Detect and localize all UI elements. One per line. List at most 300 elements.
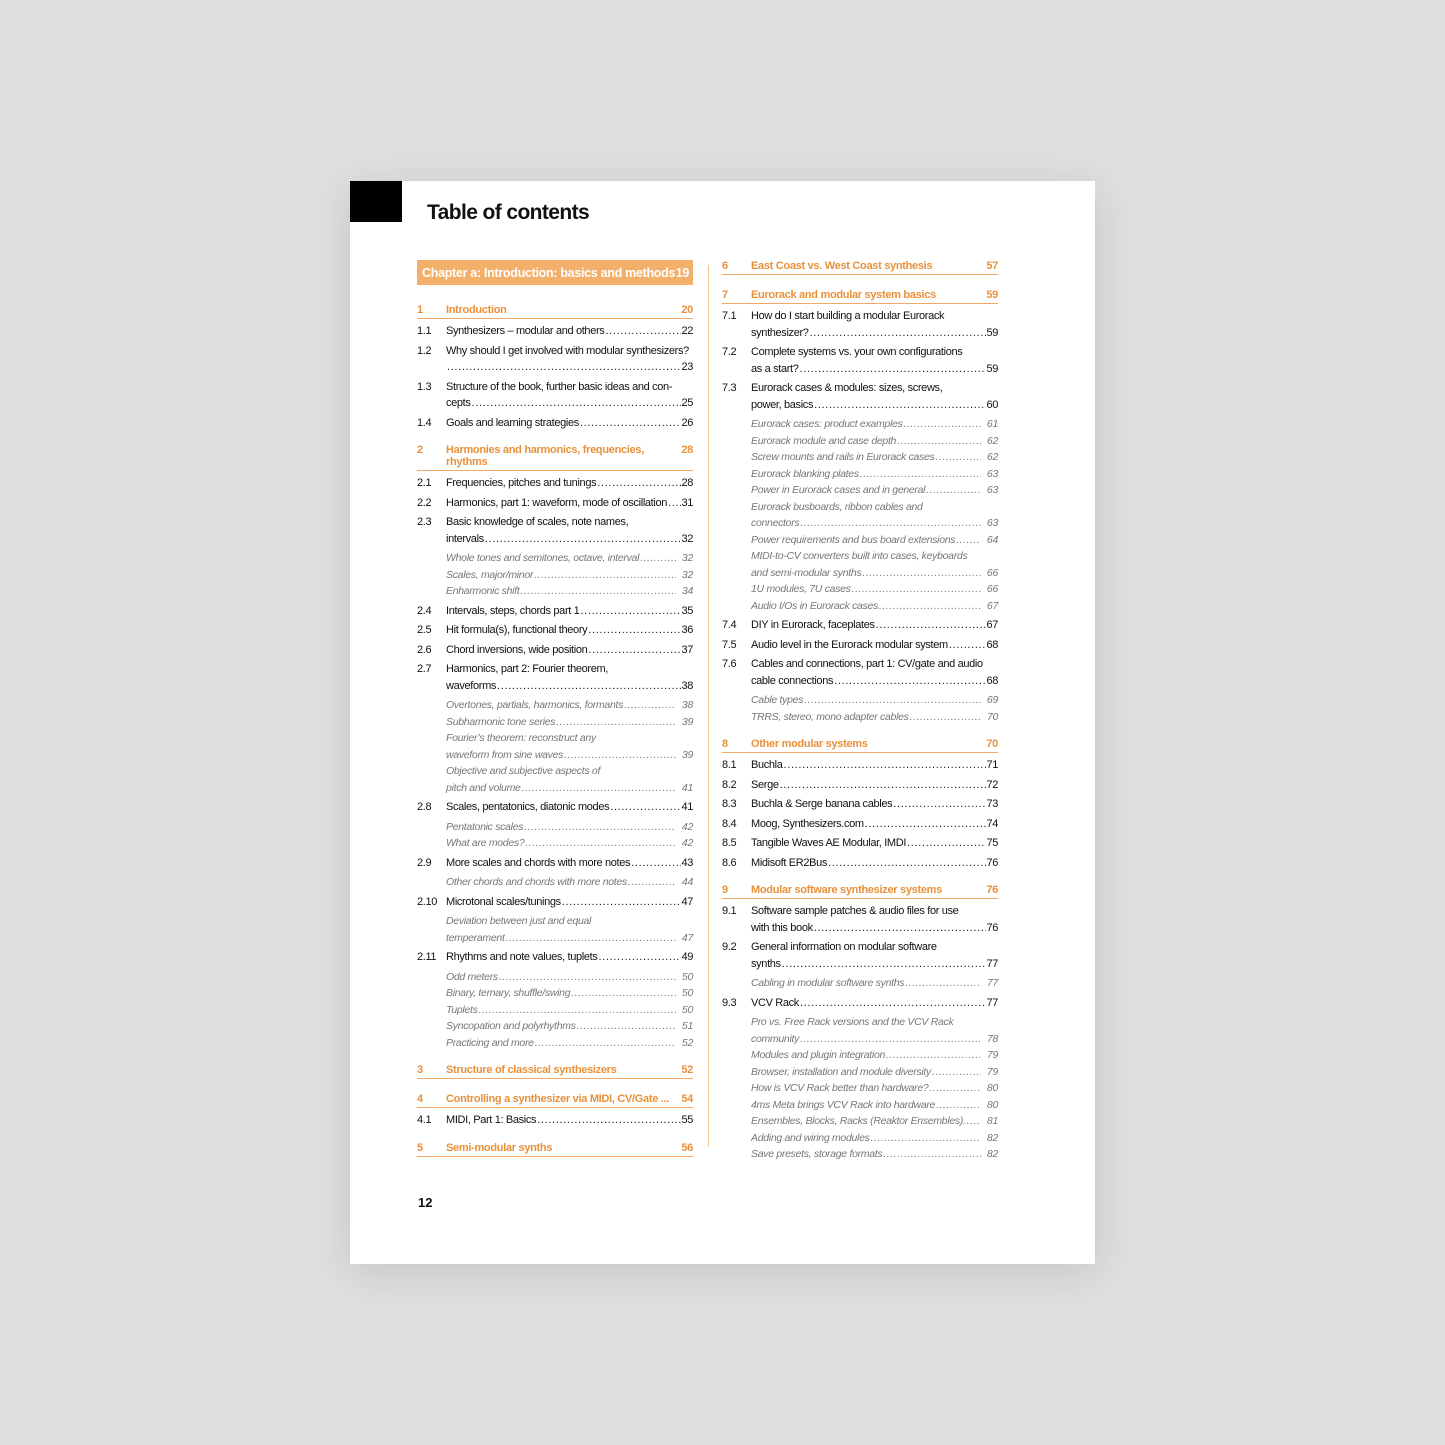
entry-line	[751, 920, 998, 937]
entry-page: 38	[681, 679, 693, 692]
dot-leader	[587, 642, 681, 659]
toc-subentry[interactable]	[722, 433, 998, 450]
toc-entry[interactable]	[722, 380, 998, 413]
toc-entry[interactable]	[722, 656, 998, 689]
entry-text: Chord inversions, wide position	[446, 643, 588, 656]
subentry-line	[751, 466, 998, 483]
book-page	[350, 181, 1095, 1264]
toc-subentry[interactable]	[722, 709, 998, 726]
entry-body	[446, 495, 693, 512]
dot-leader	[861, 565, 981, 582]
toc-subentry[interactable]	[417, 550, 693, 567]
entry-body	[751, 855, 998, 872]
section-number: 2	[417, 444, 423, 456]
toc-subentry[interactable]	[722, 1080, 998, 1097]
dot-leader	[799, 361, 987, 378]
subentry-text: Practicing and more	[446, 1036, 534, 1049]
subentry-page: 41	[681, 781, 693, 794]
section-number: 3	[417, 1064, 423, 1076]
subentry-page: 78	[986, 1032, 998, 1045]
subentry-line	[446, 1002, 693, 1019]
toc-subentry[interactable]	[722, 548, 998, 581]
entry-text: Cables and connections, part 1: CV/gate and audio	[751, 658, 983, 670]
section-spacer	[722, 874, 998, 884]
entry-line	[751, 816, 998, 833]
subentry-page: 66	[986, 583, 998, 595]
dot-leader	[496, 678, 681, 695]
toc-column-right	[722, 260, 998, 1166]
toc-subentry[interactable]	[722, 466, 998, 483]
dot-leader	[935, 449, 981, 466]
entry-page: 41	[681, 801, 693, 813]
dot-leader	[505, 930, 676, 947]
dot-leader	[966, 1113, 981, 1130]
subentry-line	[446, 550, 693, 567]
dot-leader	[948, 637, 987, 654]
section-page: 59	[986, 289, 998, 301]
entry-body	[446, 475, 693, 492]
toc-entry[interactable]	[722, 903, 998, 936]
subentry-line	[446, 874, 693, 891]
section-title: Controlling a synthesizer via MIDI, CV/Gate ...	[446, 1093, 670, 1105]
section-number: 6	[722, 260, 728, 272]
entry-number: 9.2	[722, 941, 737, 953]
dot-leader	[609, 799, 681, 816]
subentry-text: Save presets, storage formats	[751, 1148, 883, 1160]
entry-number: 1.2	[417, 344, 432, 357]
dot-leader	[885, 1047, 981, 1064]
toc-subentry[interactable]	[417, 1002, 693, 1019]
toc-entry[interactable]	[417, 495, 693, 512]
subentry-page: 51	[681, 1020, 693, 1032]
toc-subentry[interactable]	[722, 532, 998, 549]
entry-line	[751, 995, 998, 1012]
entry-line	[446, 323, 693, 340]
entry-body	[751, 380, 998, 413]
toc-subentry[interactable]	[722, 1130, 998, 1147]
entry-page: 32	[681, 532, 693, 545]
entry-text: Moog, Synthesizers.com	[751, 817, 864, 830]
dot-leader	[813, 920, 987, 937]
toc-entry[interactable]	[417, 415, 693, 432]
subentry-line	[446, 930, 693, 947]
section-title: Introduction	[446, 304, 507, 316]
section-spacer	[417, 1083, 693, 1093]
toc-entry[interactable]	[417, 642, 693, 659]
subentry-text: Eurorack module and case depth	[751, 434, 897, 447]
toc-entry[interactable]	[722, 344, 998, 377]
subentry-page: 63	[986, 517, 998, 529]
toc-entry[interactable]	[417, 661, 693, 694]
entry-page: 68	[986, 638, 998, 651]
subentry-page: 50	[681, 987, 693, 999]
entry-body	[446, 415, 693, 432]
section-title: Structure of classical synthesizers	[446, 1064, 617, 1076]
toc-entry[interactable]	[417, 475, 693, 492]
toc-entry[interactable]	[722, 835, 998, 852]
subentry-text: Objective and subjective aspects of	[446, 765, 601, 777]
toc-subentry[interactable]	[722, 449, 998, 466]
entry-line	[446, 894, 693, 911]
subentry-text: Eurorack blanking plates	[751, 467, 859, 480]
entry-body	[446, 642, 693, 659]
subentry-text: How is VCV Rack better than hardware?	[751, 1082, 929, 1094]
entry-text: Audio level in the Eurorack modular system	[751, 638, 948, 651]
toc-subentry[interactable]	[417, 835, 693, 852]
entry-body	[446, 894, 693, 911]
subentry-page: 50	[681, 1003, 693, 1016]
subentry-text: Pentatonic scales	[446, 820, 524, 833]
subentry-line	[751, 1113, 998, 1130]
dot-leader	[524, 835, 676, 852]
dot-leader	[809, 325, 987, 342]
entry-body	[751, 757, 998, 774]
toc-subentry[interactable]	[722, 416, 998, 433]
entry-line	[446, 1112, 693, 1129]
entry-text: Frequencies, pitches and tunings	[446, 477, 597, 489]
subentry-line	[751, 532, 998, 549]
section-number: 7	[722, 289, 728, 301]
entry-text: More scales and chords with more notes	[446, 856, 631, 869]
subentry-text: Overtones, partials, harmonics, formants	[446, 699, 624, 711]
toc-subentry[interactable]	[417, 985, 693, 1002]
toc-subentry[interactable]	[722, 1113, 998, 1130]
page-title: Table of contents	[427, 201, 590, 224]
entry-text: as a start?	[751, 362, 799, 375]
section-heading[interactable]	[722, 260, 998, 275]
toc-subentry[interactable]	[722, 581, 998, 598]
toc-subentry[interactable]	[417, 1035, 693, 1052]
dot-leader	[813, 397, 986, 414]
section-heading[interactable]	[417, 1093, 693, 1108]
entry-number: 2.10	[417, 895, 438, 908]
entry-line	[751, 637, 998, 654]
subentry-text: community	[751, 1032, 800, 1045]
subentry-page: 70	[986, 710, 998, 723]
entry-page: 72	[986, 778, 998, 791]
toc-entry[interactable]	[417, 949, 693, 966]
toc-subentry[interactable]	[722, 1047, 998, 1064]
toc-subentry[interactable]	[722, 1146, 998, 1163]
entry-page: 25	[681, 397, 693, 409]
section-page: 54	[681, 1093, 693, 1105]
toc-subentry[interactable]	[417, 969, 693, 986]
toc-entry[interactable]	[417, 343, 693, 376]
dot-leader	[597, 949, 681, 966]
toc-entry[interactable]	[722, 855, 998, 872]
subentry-page: 39	[681, 715, 693, 728]
dot-leader	[471, 395, 682, 412]
subentry-page: 52	[681, 1036, 693, 1049]
entry-page: 73	[986, 798, 998, 810]
subentry-page: 44	[681, 876, 693, 888]
dot-leader	[896, 433, 981, 450]
entry-number: 9.3	[722, 996, 737, 1009]
toc-entry[interactable]	[722, 939, 998, 972]
toc-entry[interactable]	[417, 514, 693, 547]
dot-leader	[935, 1097, 981, 1114]
toc-entry[interactable]	[417, 799, 693, 816]
entry-number: 2.5	[417, 624, 432, 636]
entry-page: 74	[986, 817, 998, 830]
toc-subentry[interactable]	[722, 1097, 998, 1114]
toc-list-right	[722, 260, 998, 1163]
toc-subentry[interactable]	[722, 692, 998, 709]
toc-entry[interactable]	[722, 796, 998, 813]
entry-text: synthesizer?	[751, 326, 809, 339]
subentry-page: 47	[681, 931, 693, 944]
entry-line	[446, 622, 693, 639]
entry-body	[751, 617, 998, 634]
toc-subentry[interactable]	[417, 714, 693, 731]
entry-text: cepts	[446, 397, 471, 409]
entry-number: 2.11	[417, 951, 437, 963]
subentry-line	[751, 1080, 998, 1097]
toc-subentry[interactable]	[722, 1014, 998, 1047]
entry-text: Intervals, steps, chords part 1	[446, 604, 580, 617]
section-number: 8	[722, 738, 728, 750]
entry-text: General information on modular software	[751, 941, 937, 953]
entry-text: VCV Rack	[751, 996, 799, 1009]
entry-number: 7.4	[722, 619, 737, 631]
toc-subentry[interactable]	[417, 913, 693, 946]
toc-subentry[interactable]	[722, 975, 998, 992]
toc-entry[interactable]	[722, 637, 998, 654]
subentry-page: 34	[681, 585, 693, 597]
subentry-page: 63	[986, 467, 998, 480]
dot-leader	[783, 757, 987, 774]
section-heading[interactable]	[722, 289, 998, 304]
entry-text: Tangible Waves AE Modular, IMDI	[751, 837, 907, 849]
subentry-line	[446, 969, 693, 986]
toc-subentry[interactable]	[722, 482, 998, 499]
section-heading[interactable]	[417, 1142, 693, 1157]
dot-leader	[523, 819, 676, 836]
dot-leader	[623, 697, 676, 714]
entry-body	[446, 514, 693, 547]
entry-text: power, basics	[751, 398, 814, 411]
entry-body	[751, 995, 998, 1012]
toc-subentry[interactable]	[417, 583, 693, 600]
subentry-line	[751, 433, 998, 450]
dot-leader	[536, 1112, 681, 1129]
dot-leader	[931, 1064, 981, 1081]
entry-text: DIY in Eurorack, faceplates	[751, 619, 875, 631]
subentry-text: Eurorack cases: product examples	[751, 418, 903, 430]
entry-text: intervals	[446, 532, 484, 545]
toc-entry[interactable]	[722, 995, 998, 1012]
dot-leader	[587, 622, 681, 639]
entry-page: 43	[681, 856, 693, 869]
subentry-line	[446, 697, 693, 714]
dot-leader	[579, 415, 682, 432]
entry-text: MIDI, Part 1: Basics	[446, 1114, 537, 1126]
toc-entry[interactable]	[722, 308, 998, 341]
section-heading[interactable]	[722, 738, 998, 753]
section-page: 57	[986, 260, 998, 272]
entry-body	[446, 603, 693, 620]
subentry-line	[446, 985, 693, 1002]
entry-body	[446, 1112, 693, 1129]
dot-leader	[833, 673, 986, 690]
toc-subentry[interactable]	[417, 730, 693, 763]
entry-line	[446, 495, 693, 512]
subentry-line	[751, 1031, 998, 1048]
toc-column-left	[417, 260, 693, 1161]
toc-subentry[interactable]	[417, 1018, 693, 1035]
entry-body	[751, 344, 998, 377]
subentry-page: 77	[986, 977, 998, 989]
chapter-banner[interactable]	[417, 260, 693, 285]
toc-entry[interactable]	[722, 777, 998, 794]
dot-leader	[521, 780, 676, 797]
subentry-text: Syncopation and polyrhythms	[446, 1020, 576, 1032]
entry-number: 2.8	[417, 801, 432, 813]
toc-entry[interactable]	[417, 622, 693, 639]
entry-line	[446, 799, 693, 816]
dot-leader	[904, 975, 981, 992]
entry-line	[751, 397, 998, 414]
dot-leader	[864, 816, 987, 833]
entry-number: 1.1	[417, 325, 432, 337]
toc-subentry[interactable]	[417, 763, 693, 796]
entry-number: 7.1	[722, 310, 737, 322]
entry-text: Serge	[751, 778, 779, 791]
dot-leader	[906, 835, 986, 852]
entry-body	[751, 777, 998, 794]
subentry-text: Enharmonic shift	[446, 585, 520, 597]
corner-block	[350, 181, 402, 222]
subentry-page: 80	[986, 1082, 998, 1094]
section-heading[interactable]	[417, 444, 693, 471]
dot-leader	[870, 1130, 981, 1147]
toc-entry[interactable]	[417, 379, 693, 412]
section-title: Harmonies and harmonics, frequencies, rhythms	[446, 444, 644, 468]
dot-leader	[799, 515, 981, 532]
entry-number: 8.4	[722, 817, 737, 830]
subentry-text: Binary, ternary, shuffle/swing	[446, 987, 571, 999]
entry-text: Buchla & Serge banana cables	[751, 798, 893, 810]
subentry-text: Fourier’s theorem: reconstruct any	[446, 732, 596, 744]
entry-body	[751, 835, 998, 852]
dot-leader	[446, 359, 681, 376]
entry-page: 31	[681, 496, 693, 509]
toc-entry[interactable]	[722, 757, 998, 774]
subentry-line	[751, 416, 998, 433]
entry-text: Microtonal scales/tunings	[446, 895, 561, 908]
toc-entry[interactable]	[417, 855, 693, 872]
subentry-text: Ensembles, Blocks, Racks (Reaktor Ensembles).	[751, 1115, 966, 1127]
toc-entry[interactable]	[417, 894, 693, 911]
subentry-line	[446, 1035, 693, 1052]
subentry-text: Audio I/Os in Eurorack cases	[751, 599, 878, 612]
entry-page: 76	[986, 856, 998, 869]
toc-entry[interactable]	[417, 1112, 693, 1129]
subentry-page: 67	[986, 599, 998, 612]
toc-subentry[interactable]	[722, 1064, 998, 1081]
entry-page: 77	[986, 957, 998, 970]
entry-text: synths	[751, 957, 781, 970]
subentry-page: 82	[986, 1131, 998, 1144]
dot-leader	[859, 466, 981, 483]
entry-page: 37	[681, 643, 693, 656]
subentry-line	[751, 1064, 998, 1081]
dot-leader	[563, 747, 676, 764]
subentry-text: waveform from sine waves	[446, 748, 564, 761]
entry-line	[751, 361, 998, 378]
entry-page: 76	[986, 921, 998, 934]
subentry-text: Browser, installation and module diversity	[751, 1065, 931, 1078]
entry-line	[751, 855, 998, 872]
dot-leader	[925, 482, 981, 499]
entry-page: 67	[986, 619, 998, 631]
entry-body	[751, 796, 998, 813]
subentry-page: 64	[986, 533, 998, 546]
section-heading[interactable]	[417, 1064, 693, 1079]
subentry-page: 81	[986, 1115, 998, 1127]
section-heading[interactable]	[417, 304, 693, 319]
entry-text: Hit formula(s), functional theory	[446, 624, 588, 636]
subentry-text: Cable types	[751, 694, 804, 706]
toc-subentry[interactable]	[417, 697, 693, 714]
entry-line	[446, 603, 693, 620]
section-spacer	[417, 1054, 693, 1064]
subentry-line	[751, 1146, 998, 1163]
entry-number: 8.6	[722, 856, 737, 869]
subentry-text: 4ms Meta brings VCV Rack into hardware	[751, 1098, 936, 1111]
entry-text: waveforms	[446, 679, 497, 692]
dot-leader	[596, 475, 681, 492]
entry-number: 8.5	[722, 837, 737, 849]
toc-entry[interactable]	[417, 323, 693, 340]
dot-leader	[484, 531, 682, 548]
section-title: Semi-modular synths	[446, 1141, 553, 1154]
toc-entry[interactable]	[722, 617, 998, 634]
entry-text: How do I start building a modular Eurorack	[751, 310, 945, 322]
entry-number: 2.9	[417, 856, 432, 869]
entry-body	[751, 816, 998, 833]
entry-line	[751, 325, 998, 342]
entry-page: 55	[681, 1114, 693, 1126]
toc-entry[interactable]	[722, 816, 998, 833]
toc-entry[interactable]	[417, 603, 693, 620]
subentry-line	[751, 565, 998, 582]
entry-text: with this book	[751, 921, 813, 934]
entry-number: 7.3	[722, 382, 737, 394]
dot-leader	[799, 995, 987, 1012]
subentry-text: Cabling in modular software synths	[751, 977, 905, 989]
toc-subentry[interactable]	[722, 499, 998, 532]
section-heading[interactable]	[722, 884, 998, 899]
dot-leader	[561, 894, 682, 911]
toc-subentry[interactable]	[417, 819, 693, 836]
dot-leader	[882, 1146, 981, 1163]
dot-leader	[851, 581, 981, 598]
dot-leader	[519, 583, 676, 600]
subentry-page: 79	[986, 1065, 998, 1078]
subentry-line	[751, 482, 998, 499]
entry-page: 49	[681, 951, 693, 963]
entry-line	[446, 678, 693, 695]
toc-subentry[interactable]	[417, 874, 693, 891]
subentry-text: connectors	[751, 517, 800, 529]
subentry-text: Modules and plugin integration	[751, 1049, 886, 1061]
toc-subentry[interactable]	[722, 598, 998, 615]
toc-subentry[interactable]	[417, 567, 693, 584]
subentry-text: Whole tones and semitones, octave, interval	[446, 552, 640, 564]
entry-line	[751, 617, 998, 634]
subentry-line	[751, 581, 998, 598]
